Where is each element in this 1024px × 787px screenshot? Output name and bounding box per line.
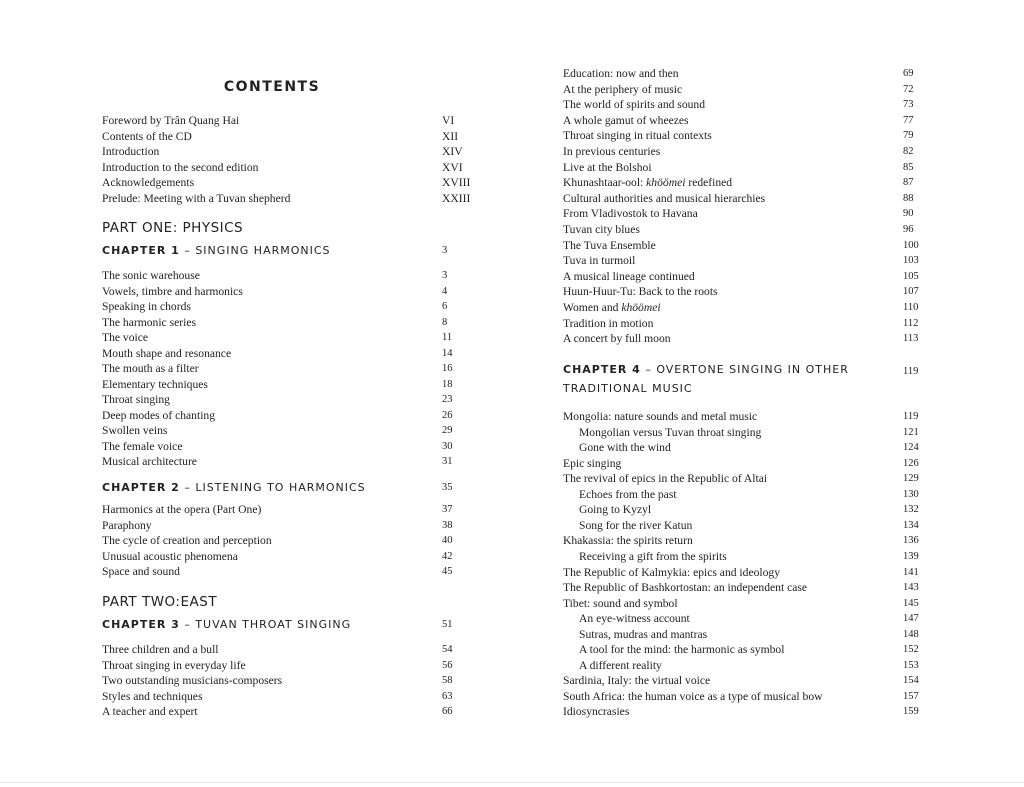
page-divider	[0, 782, 1024, 783]
page-number: 35	[442, 482, 453, 493]
page-number: 148	[903, 628, 919, 640]
page-number: 136	[903, 535, 919, 547]
page-number: 82	[903, 146, 914, 157]
page-number: VI	[442, 114, 455, 127]
entry-title: Echoes from the past	[579, 487, 677, 501]
entry-title: Two outstanding musicians-composers	[102, 674, 283, 687]
page-number: 14	[442, 347, 453, 359]
page-number: 113	[903, 333, 919, 345]
page-number: 139	[903, 550, 919, 562]
entry-title: Sutras, mudras and mantras	[579, 627, 708, 641]
entry-title: Idiosyncrasies	[563, 705, 630, 719]
entry-title: Women and khöömei	[563, 301, 661, 314]
page-number: 66	[442, 706, 453, 717]
page-number: 153	[903, 659, 919, 671]
entry-title: Throat singing in ritual contexts	[563, 129, 712, 143]
entry-title: Throat singing in everyday life	[102, 658, 246, 672]
entry-title: Song for the river Katun	[579, 518, 693, 532]
entry-title: The mouth as a filter	[102, 362, 199, 375]
page-number: 145	[903, 597, 919, 609]
page-number: 121	[903, 426, 919, 438]
page-number: 6	[442, 301, 448, 312]
chapter-label: CHAPTER 2	[102, 481, 180, 494]
entry-title: Education: now and then	[563, 67, 679, 80]
entry-title: Musical architecture	[102, 455, 197, 468]
page-number: 51	[442, 619, 453, 630]
page-number: 56	[442, 659, 453, 671]
entry-title: The voice	[102, 331, 149, 344]
entry-title: The Republic of Kalmykia: epics and ideology	[563, 565, 781, 579]
entry-title: Three children and a bull	[102, 643, 219, 656]
entry-title: Khakassia: the spirits return	[563, 534, 693, 548]
entry-title: At the periphery of music	[563, 82, 683, 96]
entry-title: The female voice	[102, 439, 183, 453]
entry-title: A concert by full moon	[563, 332, 671, 346]
page-number: 112	[903, 317, 919, 329]
entry-title: Contents of the CD	[102, 129, 192, 143]
page-number: XII	[442, 129, 459, 143]
page-number: 88	[903, 192, 914, 204]
page-number: 154	[903, 675, 919, 687]
entry-title: Throat singing	[102, 393, 170, 406]
entry-title: Styles and techniques	[102, 689, 203, 703]
entry-title: A whole gamut of wheezes	[563, 113, 689, 127]
entry-title: Receiving a gift from the spirits	[579, 549, 727, 563]
entry-title: An eye-witness account	[579, 612, 690, 626]
chapter-label: CHAPTER 3	[102, 618, 180, 631]
chapter-4-heading	[563, 360, 933, 398]
entry-title: The world of spirits and sound	[563, 98, 706, 112]
entry-title: Acknowledgements	[102, 176, 195, 190]
entry-title: Sardinia, Italy: the virtual voice	[563, 674, 711, 688]
entry-title: Harmonics at the opera (Part One)	[102, 503, 262, 516]
chapter-label: CHAPTER 1	[102, 244, 180, 257]
page-number: 130	[903, 488, 919, 500]
page-number: 96	[903, 224, 914, 235]
entry-title: The harmonic series	[102, 315, 197, 329]
entry-title: Live at the Bolshoi	[563, 160, 652, 174]
entry-title: Introduction to the second edition	[102, 160, 259, 174]
page-number: 69	[903, 68, 914, 79]
entry-title: Unusual acoustic phenomena	[102, 549, 238, 563]
entry-title: In previous centuries	[563, 145, 661, 158]
chapter-title: – OVERTONE SINGING IN OTHER TRADITIONAL MUSIC	[563, 363, 849, 395]
page-number: 152	[903, 644, 919, 656]
entry-title: Tibet: sound and symbol	[563, 596, 678, 610]
entry-title: From Vladivostok to Havana	[563, 207, 698, 221]
page-number: 134	[903, 519, 919, 531]
page-number: 30	[442, 440, 453, 452]
page-number: 126	[903, 457, 919, 469]
page-number: 58	[442, 675, 453, 686]
page-number: 90	[903, 208, 914, 220]
entry-title: South Africa: the human voice as a type of musical bow	[563, 689, 823, 703]
page-number: 100	[903, 239, 919, 251]
page-number: 26	[442, 409, 453, 421]
page-number: 54	[442, 644, 453, 655]
page-number: 63	[442, 690, 453, 702]
entry-title: Tradition in motion	[563, 316, 654, 330]
page-number: 124	[903, 442, 919, 454]
page-number: 72	[903, 83, 914, 95]
entry-title: Space and sound	[102, 565, 180, 578]
page-number: 132	[903, 504, 919, 516]
entry-title-italic: khöömei	[646, 176, 686, 190]
page-number: XVI	[442, 160, 463, 174]
chapter-label: CHAPTER 4	[563, 363, 641, 376]
chapter-title: – TUVAN THROAT SINGING	[179, 618, 352, 631]
entry-title-italic: khöömei	[621, 301, 661, 314]
entry-title: Tuvan city blues	[563, 223, 640, 236]
page-number: 110	[903, 302, 919, 313]
entry-title: Tuva in turmoil	[563, 254, 636, 268]
page-number: 73	[903, 99, 914, 111]
entry-title: Foreword by Trân Quang Hai	[102, 114, 240, 127]
entry-title: The Republic of Bashkortostan: an independent case	[563, 581, 808, 595]
entry-title: Khunashtaar-ool: khöömei redefined	[563, 176, 733, 190]
entry-title: A tool for the mind: the harmonic as symbol	[579, 643, 785, 657]
page-number: 29	[442, 425, 453, 436]
entry-title: Mouth shape and resonance	[102, 346, 232, 360]
page-number: 119	[903, 366, 919, 377]
part-two-heading: PART TWO:EAST	[102, 594, 218, 610]
page-number: 45	[442, 566, 453, 577]
page-number: 4	[442, 285, 448, 297]
entry-title: Elementary techniques	[102, 377, 208, 391]
entry-title: The sonic warehouse	[102, 269, 200, 282]
page-number: 3	[442, 245, 448, 256]
page-number: 85	[903, 161, 914, 173]
page-number: 42	[442, 550, 453, 562]
page-number: XXIII	[442, 192, 471, 205]
entry-title: Swollen veins	[102, 424, 168, 437]
entry-title: Epic singing	[563, 456, 622, 470]
page-number: 157	[903, 690, 919, 702]
right-page	[563, 0, 933, 787]
entry-title: A teacher and expert	[102, 705, 198, 718]
entry-title: A musical lineage continued	[563, 269, 695, 283]
entry-title: Prelude: Meeting with a Tuvan shepherd	[102, 192, 291, 205]
entry-title: Huun-Huur-Tu: Back to the roots	[563, 285, 718, 299]
page-number: XIV	[442, 145, 463, 159]
entry-title: Cultural authorities and musical hierarchies	[563, 191, 766, 205]
page-number: 87	[903, 177, 914, 189]
page-number: 31	[442, 456, 453, 467]
page-number: 8	[442, 316, 448, 328]
part-one-heading: PART ONE: PHYSICS	[102, 220, 244, 236]
page-number: 79	[903, 130, 914, 142]
chapter-title: – LISTENING TO HARMONICS	[179, 481, 366, 494]
page-number: 40	[442, 535, 453, 546]
entry-title: Going to Kyzyl	[579, 503, 652, 517]
page-number: 23	[442, 394, 453, 405]
entry-title: Introduction	[102, 145, 160, 159]
page-number: 107	[903, 286, 919, 298]
entry-title: Gone with the wind	[579, 441, 671, 455]
entry-title: Mongolia: nature sounds and metal music	[563, 410, 758, 423]
page-number: 77	[903, 114, 914, 126]
entry-title: Paraphony	[102, 518, 152, 532]
page-number: 105	[903, 270, 919, 282]
page-number: 37	[442, 504, 453, 515]
entry-title: The Tuva Ensemble	[563, 238, 656, 252]
page-number: 103	[903, 255, 919, 267]
entry-title: The revival of epics in the Republic of Altai	[563, 472, 768, 486]
entry-title: Deep modes of chanting	[102, 408, 216, 422]
page-number: 3	[442, 270, 448, 281]
contents-title: CONTENTS	[223, 79, 321, 95]
page-number: 143	[903, 582, 919, 594]
page-number: 147	[903, 613, 919, 625]
page-number: 11	[442, 332, 453, 343]
page-number: 16	[442, 363, 453, 374]
page-number: 18	[442, 378, 453, 390]
page-number: 159	[903, 706, 919, 718]
page-number: 119	[903, 411, 919, 422]
page-number: XVIII	[442, 176, 471, 190]
left-page	[102, 0, 482, 787]
page-number: 38	[442, 519, 453, 531]
chapter-title: – SINGING HARMONICS	[179, 244, 331, 257]
entry-title: Mongolian versus Tuvan throat singing	[579, 425, 762, 439]
entry-title: A different reality	[579, 658, 662, 672]
entry-title: The cycle of creation and perception	[102, 534, 272, 547]
page-number: 141	[903, 566, 919, 578]
page-number: 129	[903, 473, 919, 485]
entry-title: Speaking in chords	[102, 300, 191, 313]
entry-title: Vowels, timbre and harmonics	[102, 284, 243, 298]
